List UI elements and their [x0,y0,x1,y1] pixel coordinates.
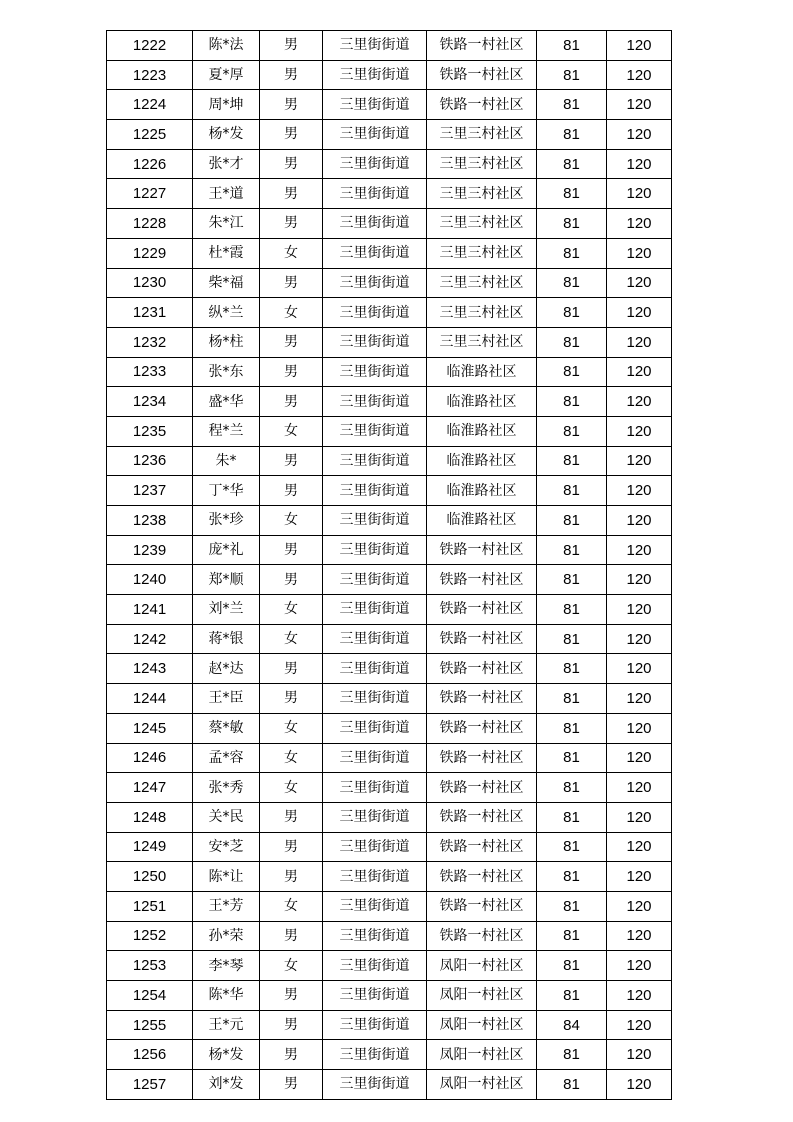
amount-cell: 120 [607,624,672,654]
subdistrict-cell: 三里街街道 [323,327,427,357]
serial-number-cell: 1240 [107,565,193,595]
table-row [107,209,672,239]
age-cell: 81 [537,506,607,536]
amount-cell: 120 [607,684,672,714]
serial-number-cell: 1231 [107,298,193,328]
amount-cell: 120 [607,832,672,862]
amount-cell: 120 [607,802,672,832]
table-row [107,891,672,921]
table-row [107,713,672,743]
amount-cell: 120 [607,149,672,179]
amount-cell: 120 [607,1010,672,1040]
serial-number-cell: 1253 [107,951,193,981]
age-cell: 81 [537,951,607,981]
gender-cell: 男 [260,535,323,565]
table-row [107,595,672,625]
community-cell: 铁路一村社区 [427,60,537,90]
table-row [107,60,672,90]
name-cell: 安*芝 [193,832,260,862]
amount-cell: 120 [607,773,672,803]
name-cell: 李*琴 [193,951,260,981]
name-cell: 周*坤 [193,90,260,120]
amount-cell: 120 [607,357,672,387]
age-cell: 81 [537,31,607,61]
serial-number-cell: 1223 [107,60,193,90]
age-cell: 81 [537,981,607,1011]
serial-number-cell: 1229 [107,238,193,268]
community-cell: 凤阳一村社区 [427,1070,537,1100]
amount-cell: 120 [607,90,672,120]
gender-cell: 男 [260,802,323,832]
subdistrict-cell: 三里街街道 [323,981,427,1011]
amount-cell: 120 [607,60,672,90]
amount-cell: 120 [607,951,672,981]
community-cell: 铁路一村社区 [427,832,537,862]
table-row [107,120,672,150]
community-cell: 铁路一村社区 [427,862,537,892]
community-cell: 凤阳一村社区 [427,981,537,1011]
roster-table-body [107,31,672,1100]
community-cell: 临淮路社区 [427,476,537,506]
table-row [107,802,672,832]
amount-cell: 120 [607,713,672,743]
gender-cell: 男 [260,921,323,951]
gender-cell: 男 [260,60,323,90]
age-cell: 81 [537,1070,607,1100]
serial-number-cell: 1242 [107,624,193,654]
table-row [107,506,672,536]
name-cell: 朱* [193,446,260,476]
serial-number-cell: 1224 [107,90,193,120]
table-row [107,1040,672,1070]
community-cell: 铁路一村社区 [427,565,537,595]
amount-cell: 120 [607,446,672,476]
amount-cell: 120 [607,506,672,536]
serial-number-cell: 1247 [107,773,193,803]
subdistrict-cell: 三里街街道 [323,921,427,951]
community-cell: 临淮路社区 [427,446,537,476]
serial-number-cell: 1237 [107,476,193,506]
name-cell: 朱*江 [193,209,260,239]
community-cell: 铁路一村社区 [427,595,537,625]
name-cell: 杜*霞 [193,238,260,268]
table-row [107,298,672,328]
subdistrict-cell: 三里街街道 [323,595,427,625]
gender-cell: 男 [260,1070,323,1100]
subdistrict-cell: 三里街街道 [323,951,427,981]
name-cell: 张*珍 [193,506,260,536]
gender-cell: 男 [260,981,323,1011]
age-cell: 81 [537,921,607,951]
serial-number-cell: 1236 [107,446,193,476]
gender-cell: 男 [260,565,323,595]
gender-cell: 男 [260,832,323,862]
name-cell: 程*兰 [193,416,260,446]
subdistrict-cell: 三里街街道 [323,624,427,654]
table-row [107,921,672,951]
age-cell: 81 [537,120,607,150]
serial-number-cell: 1244 [107,684,193,714]
table-row [107,446,672,476]
community-cell: 三里三村社区 [427,120,537,150]
name-cell: 陈*华 [193,981,260,1011]
serial-number-cell: 1246 [107,743,193,773]
subdistrict-cell: 三里街街道 [323,743,427,773]
table-row [107,31,672,61]
age-cell: 81 [537,891,607,921]
serial-number-cell: 1228 [107,209,193,239]
serial-number-cell: 1255 [107,1010,193,1040]
community-cell: 铁路一村社区 [427,654,537,684]
age-cell: 81 [537,832,607,862]
table-row [107,832,672,862]
subdistrict-cell: 三里街街道 [323,713,427,743]
age-cell: 81 [537,773,607,803]
gender-cell: 男 [260,31,323,61]
subdistrict-cell: 三里街街道 [323,446,427,476]
community-cell: 三里三村社区 [427,268,537,298]
amount-cell: 120 [607,595,672,625]
name-cell: 柴*福 [193,268,260,298]
community-cell: 三里三村社区 [427,209,537,239]
subdistrict-cell: 三里街街道 [323,654,427,684]
table-row [107,1070,672,1100]
age-cell: 81 [537,60,607,90]
serial-number-cell: 1238 [107,506,193,536]
gender-cell: 男 [260,90,323,120]
gender-cell: 女 [260,713,323,743]
table-row [107,327,672,357]
amount-cell: 120 [607,891,672,921]
age-cell: 81 [537,298,607,328]
age-cell: 81 [537,684,607,714]
table-row [107,416,672,446]
amount-cell: 120 [607,268,672,298]
name-cell: 张*东 [193,357,260,387]
gender-cell: 男 [260,268,323,298]
subdistrict-cell: 三里街街道 [323,862,427,892]
name-cell: 关*民 [193,802,260,832]
name-cell: 王*臣 [193,684,260,714]
name-cell: 庞*礼 [193,535,260,565]
name-cell: 盛*华 [193,387,260,417]
community-cell: 铁路一村社区 [427,743,537,773]
subdistrict-cell: 三里街街道 [323,179,427,209]
gender-cell: 男 [260,446,323,476]
name-cell: 刘*兰 [193,595,260,625]
age-cell: 81 [537,862,607,892]
name-cell: 纵*兰 [193,298,260,328]
age-cell: 81 [537,387,607,417]
name-cell: 王*元 [193,1010,260,1040]
community-cell: 铁路一村社区 [427,535,537,565]
age-cell: 81 [537,179,607,209]
amount-cell: 120 [607,1070,672,1100]
subdistrict-cell: 三里街街道 [323,802,427,832]
name-cell: 刘*发 [193,1070,260,1100]
community-cell: 凤阳一村社区 [427,951,537,981]
table-row [107,981,672,1011]
community-cell: 凤阳一村社区 [427,1040,537,1070]
community-cell: 铁路一村社区 [427,684,537,714]
table-row [107,862,672,892]
amount-cell: 120 [607,120,672,150]
name-cell: 王*芳 [193,891,260,921]
gender-cell: 男 [260,862,323,892]
serial-number-cell: 1233 [107,357,193,387]
amount-cell: 120 [607,327,672,357]
subdistrict-cell: 三里街街道 [323,90,427,120]
name-cell: 蔡*敏 [193,713,260,743]
community-cell: 铁路一村社区 [427,921,537,951]
age-cell: 81 [537,476,607,506]
table-row [107,90,672,120]
age-cell: 81 [537,149,607,179]
amount-cell: 120 [607,476,672,506]
table-row [107,1010,672,1040]
community-cell: 临淮路社区 [427,506,537,536]
serial-number-cell: 1225 [107,120,193,150]
serial-number-cell: 1235 [107,416,193,446]
gender-cell: 女 [260,951,323,981]
subdistrict-cell: 三里街街道 [323,120,427,150]
serial-number-cell: 1241 [107,595,193,625]
community-cell: 凤阳一村社区 [427,1010,537,1040]
name-cell: 蒋*银 [193,624,260,654]
subdistrict-cell: 三里街街道 [323,268,427,298]
name-cell: 郑*顺 [193,565,260,595]
subdistrict-cell: 三里街街道 [323,565,427,595]
table-row [107,565,672,595]
serial-number-cell: 1232 [107,327,193,357]
amount-cell: 120 [607,565,672,595]
gender-cell: 男 [260,684,323,714]
community-cell: 铁路一村社区 [427,891,537,921]
amount-cell: 120 [607,298,672,328]
serial-number-cell: 1222 [107,31,193,61]
amount-cell: 120 [607,981,672,1011]
amount-cell: 120 [607,31,672,61]
table-row [107,238,672,268]
gender-cell: 男 [260,1010,323,1040]
serial-number-cell: 1243 [107,654,193,684]
subdistrict-cell: 三里街街道 [323,476,427,506]
subdistrict-cell: 三里街街道 [323,891,427,921]
table-row [107,535,672,565]
age-cell: 81 [537,565,607,595]
gender-cell: 男 [260,1040,323,1070]
table-row [107,654,672,684]
table-row [107,951,672,981]
serial-number-cell: 1257 [107,1070,193,1100]
community-cell: 三里三村社区 [427,238,537,268]
community-cell: 三里三村社区 [427,149,537,179]
age-cell: 81 [537,535,607,565]
serial-number-cell: 1249 [107,832,193,862]
subdistrict-cell: 三里街街道 [323,60,427,90]
subdistrict-cell: 三里街街道 [323,31,427,61]
age-cell: 81 [537,446,607,476]
subdistrict-cell: 三里街街道 [323,1070,427,1100]
subdistrict-cell: 三里街街道 [323,832,427,862]
gender-cell: 女 [260,891,323,921]
name-cell: 陈*让 [193,862,260,892]
subdistrict-cell: 三里街街道 [323,209,427,239]
amount-cell: 120 [607,179,672,209]
gender-cell: 女 [260,773,323,803]
community-cell: 铁路一村社区 [427,31,537,61]
serial-number-cell: 1252 [107,921,193,951]
name-cell: 王*道 [193,179,260,209]
gender-cell: 女 [260,506,323,536]
table-row [107,624,672,654]
subdistrict-cell: 三里街街道 [323,298,427,328]
serial-number-cell: 1251 [107,891,193,921]
amount-cell: 120 [607,535,672,565]
gender-cell: 女 [260,743,323,773]
community-cell: 铁路一村社区 [427,90,537,120]
community-cell: 铁路一村社区 [427,713,537,743]
subdistrict-cell: 三里街街道 [323,416,427,446]
age-cell: 81 [537,743,607,773]
gender-cell: 男 [260,387,323,417]
gender-cell: 女 [260,624,323,654]
community-cell: 铁路一村社区 [427,773,537,803]
community-cell: 三里三村社区 [427,298,537,328]
gender-cell: 男 [260,654,323,684]
serial-number-cell: 1227 [107,179,193,209]
age-cell: 81 [537,416,607,446]
gender-cell: 男 [260,149,323,179]
gender-cell: 男 [260,209,323,239]
serial-number-cell: 1256 [107,1040,193,1070]
table-row [107,149,672,179]
serial-number-cell: 1254 [107,981,193,1011]
age-cell: 81 [537,654,607,684]
table-row [107,684,672,714]
gender-cell: 男 [260,476,323,506]
community-cell: 三里三村社区 [427,179,537,209]
amount-cell: 120 [607,743,672,773]
age-cell: 81 [537,624,607,654]
roster-table [106,30,672,1100]
gender-cell: 女 [260,416,323,446]
name-cell: 陈*法 [193,31,260,61]
age-cell: 81 [537,357,607,387]
name-cell: 杨*发 [193,1040,260,1070]
serial-number-cell: 1248 [107,802,193,832]
age-cell: 81 [537,802,607,832]
name-cell: 夏*厚 [193,60,260,90]
gender-cell: 男 [260,327,323,357]
amount-cell: 120 [607,387,672,417]
gender-cell: 女 [260,595,323,625]
gender-cell: 男 [260,120,323,150]
community-cell: 三里三村社区 [427,327,537,357]
subdistrict-cell: 三里街街道 [323,387,427,417]
table-row [107,357,672,387]
community-cell: 临淮路社区 [427,387,537,417]
gender-cell: 女 [260,298,323,328]
serial-number-cell: 1250 [107,862,193,892]
subdistrict-cell: 三里街街道 [323,773,427,803]
community-cell: 临淮路社区 [427,357,537,387]
amount-cell: 120 [607,209,672,239]
gender-cell: 男 [260,179,323,209]
subdistrict-cell: 三里街街道 [323,684,427,714]
age-cell: 81 [537,713,607,743]
serial-number-cell: 1226 [107,149,193,179]
subdistrict-cell: 三里街街道 [323,1010,427,1040]
name-cell: 孙*荣 [193,921,260,951]
subdistrict-cell: 三里街街道 [323,1040,427,1070]
table-row [107,476,672,506]
age-cell: 81 [537,595,607,625]
amount-cell: 120 [607,1040,672,1070]
name-cell: 孟*容 [193,743,260,773]
table-row [107,773,672,803]
table-row [107,387,672,417]
amount-cell: 120 [607,862,672,892]
subdistrict-cell: 三里街街道 [323,506,427,536]
age-cell: 81 [537,1040,607,1070]
serial-number-cell: 1239 [107,535,193,565]
age-cell: 84 [537,1010,607,1040]
subdistrict-cell: 三里街街道 [323,535,427,565]
table-row [107,268,672,298]
community-cell: 临淮路社区 [427,416,537,446]
name-cell: 赵*达 [193,654,260,684]
gender-cell: 女 [260,238,323,268]
age-cell: 81 [537,268,607,298]
amount-cell: 120 [607,238,672,268]
gender-cell: 男 [260,357,323,387]
serial-number-cell: 1245 [107,713,193,743]
amount-cell: 120 [607,654,672,684]
age-cell: 81 [537,209,607,239]
age-cell: 81 [537,238,607,268]
community-cell: 铁路一村社区 [427,624,537,654]
subdistrict-cell: 三里街街道 [323,238,427,268]
serial-number-cell: 1234 [107,387,193,417]
subdistrict-cell: 三里街街道 [323,149,427,179]
community-cell: 铁路一村社区 [427,802,537,832]
serial-number-cell: 1230 [107,268,193,298]
amount-cell: 120 [607,416,672,446]
table-row [107,743,672,773]
age-cell: 81 [537,90,607,120]
subdistrict-cell: 三里街街道 [323,357,427,387]
age-cell: 81 [537,327,607,357]
table-row [107,179,672,209]
name-cell: 杨*柱 [193,327,260,357]
name-cell: 张*秀 [193,773,260,803]
name-cell: 杨*发 [193,120,260,150]
name-cell: 张*才 [193,149,260,179]
name-cell: 丁*华 [193,476,260,506]
amount-cell: 120 [607,921,672,951]
